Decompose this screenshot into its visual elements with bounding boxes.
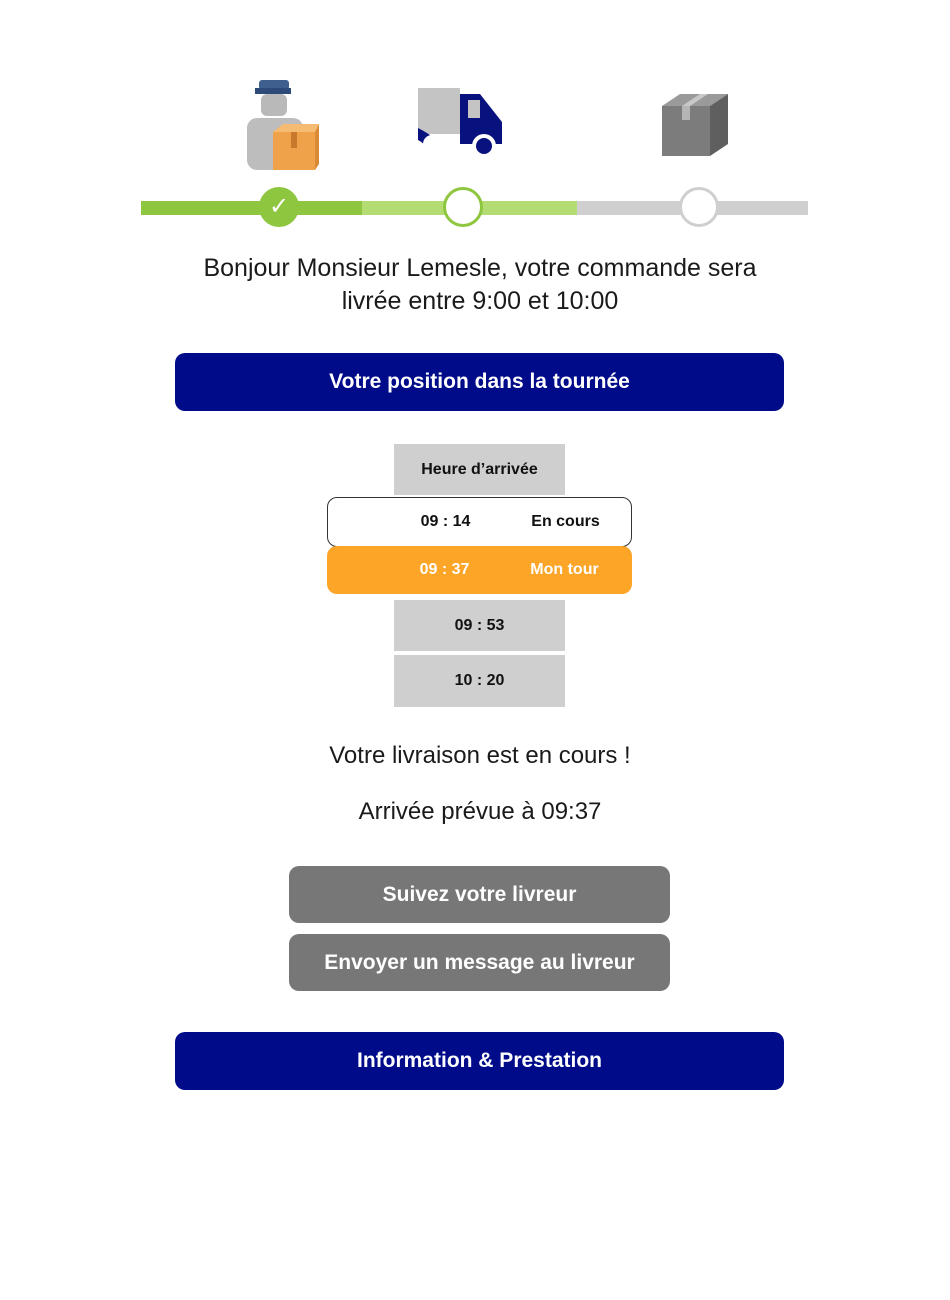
schedule-header: Heure d’arrivée: [394, 444, 565, 495]
truck-icon: [418, 88, 508, 160]
greeting-line-1: Bonjour Monsieur Lemesle, votre commande sera: [203, 254, 757, 282]
schedule-row: 09 : 53: [394, 600, 565, 651]
schedule-row-current: [327, 497, 632, 547]
greeting-text: [150, 252, 810, 318]
current-time: 09 : 14: [420, 513, 471, 530]
delivery-status: Votre livraison est en cours !: [329, 742, 631, 769]
delivery-man-icon: [243, 78, 319, 172]
progress-done-segment: [141, 201, 364, 215]
check-icon: ✓: [268, 193, 290, 220]
my-status: Mon tour: [530, 561, 599, 578]
tour-position-button[interactable]: Votre position dans la tournée: [175, 353, 784, 411]
greeting-line-2: livrée entre 9:00 et 10:00: [341, 287, 619, 315]
message-driver-button[interactable]: Envoyer un message au livreur: [289, 934, 670, 991]
current-status: En cours: [531, 513, 600, 530]
step-current-indicator: [443, 187, 483, 227]
step-pending-indicator: [679, 187, 719, 227]
schedule-row-mine: [327, 546, 632, 594]
my-time: 09 : 37: [419, 561, 470, 578]
information-button[interactable]: Information & Prestation: [175, 1032, 784, 1090]
arrival-estimate: Arrivée prévue à 09:37: [358, 798, 602, 825]
track-driver-button[interactable]: Suivez votre livreur: [289, 866, 670, 923]
package-icon: [660, 92, 730, 158]
step-done-indicator: [259, 187, 299, 227]
schedule-row: 10 : 20: [394, 655, 565, 707]
